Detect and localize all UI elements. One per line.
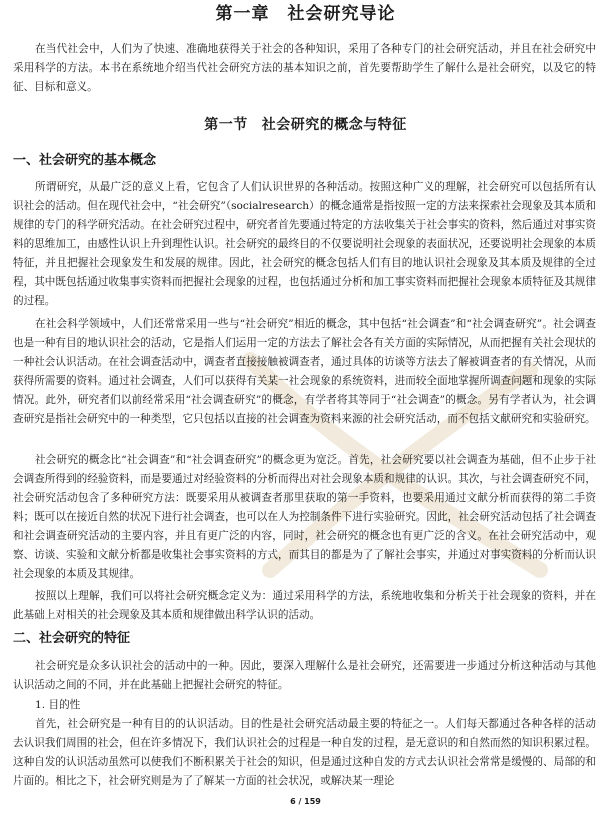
intro-paragraph: 在当代社会中，人们为了快速、准确地获得关于社会的各种知识，采用了各种专门的社会研究活动，并且在社会研究中采用科学的方法。本书在系统地介绍当代社会研究方法的基本知识之前，首先要帮助学生了解什么是社会研究，以及它的特征、目标和意义。	[13, 43, 596, 93]
heading-features: 二、社会研究的特征	[13, 631, 131, 646]
paragraph-2: 在社会科学领域中，人们还常常采用一些与“社会研究”相近的概念，其中包括“社会调查”和“社会调查研究”。社会调查也是一种有目的地认识社会的活动，它是指人们运用一定的方法去了解社会各有关方面的实际情况，从而把握有关社会现状的一种社会认识活动。在社会调查活动中，调查者直接接触被调查者，通过具体的访谈等方法去了解被调查者的有关情况，从而获得所需要的资料。通过社会调查，人们可以获得有关某一社会现象的系统资料，进而较全面地掌握所调查问题和现象的实际情况。此外，研究者们以前经常采用“社会调查研究”的概念，有学者将其等同于“社会调查”的概念。另有学者认为，社会调查研究是指社会研究中的一种类型，它只包括以直接的社会调查为资料来源的社会研究活动，而不包括文献研究和实验研究。	[13, 318, 596, 425]
paragraph-5: 社会研究是众多认识社会的活动中的一种。因此，要深入理解什么是社会研究，还需要进一步通过分析这种活动与其他认识活动之间的不同，并在此基础上把握社会研究的特征。	[13, 660, 596, 691]
section-title	[0, 115, 611, 135]
list-item-purpose: 1. 目的性	[35, 699, 81, 711]
chapter-name: 社会研究导论	[287, 4, 396, 24]
paragraph-1: 所谓研究，从最广泛的意义上看，它包含了人们认识世界的各种活动。按照这种广义的理解，社会研究可以包括所有认识社会的活动。但在现代社会中，“社会研究”（socialresearch）的概念通常是指按照一定的方法来探索社会现象及其本质和规律的专门的科学研究活动。在社会研究过程中，研究者首先要通过特定的方法收集关于社会事实的资料，然后通过对事实资料的思维加工，由感性认识上升到理性认识。社会研究的最终目的不仅要说明社会现象的表面状况，还要说明社会现象的本质特征，并且把握社会现象发生和发展的规律。因此，社会研究的概念包括人们有目的地认识社会现象及其本质及规律的全过程，其中既包括通过收集事实资料而把握社会现象的过程，也包括通过分析和加工事实资料而把握社会现象本质特征及其规律的过程。	[13, 181, 596, 307]
paragraph-3: 社会研究的概念比“社会调查”和“社会调查研究”的概念更为宽泛。首先，社会研究要以社会调查为基础，但不止步于社会调查所得到的经验资料，而是要通过对经验资料的分析而得出对社会现象本质和规律的认识。其次，与社会调查研究不同，社会研究活动包含了多种研究方法：既要采用从被调查者那里获取的第一手资料，也要采用通过文献分析而获得的第二手资料；既可以在接近自然的状况下进行社会调查，也可以在人为控制条件下进行实验研究。因此，社会研究活动包括了社会调查和社会调查研究活动的主要内容，并且有更广泛的内容，同时，社会研究的概念也有更广泛的含义。在社会研究活动中，观察、访谈、实验和文献分析都是收集社会事实资料的方式，而其目的都是为了了解社会事实，并通过对事实资料的分析而认识社会现象的本质及其规律。	[13, 454, 596, 580]
paragraph-4: 按照以上理解，我们可以将社会研究概念定义为：通过采用科学的方法，系统地收集和分析关于社会现象的资料，并在此基础上对相关的社会现象及其本质和规律做出科学认识的活动。	[13, 590, 596, 621]
page-number: 6 / 159	[290, 797, 321, 806]
section-number: 第一节	[204, 117, 248, 133]
chapter-title	[0, 2, 611, 26]
section-name: 社会研究的概念与特征	[261, 117, 407, 133]
paragraph-6: 首先，社会研究是一种有目的的认识活动。目的性是社会研究活动最主要的特征之一。人们每天都通过各种各样的活动去认识我们周围的社会，但在许多情况下，我们认识社会的过程是一种自发的过程，是无意识的和自然而然的知识积累过程。这种自发的认识活动虽然可以使我们不断积累关于社会的知识，但是通过这种自发的方式去认识社会常常是缓慢的、局部的和片面的。相比之下，社会研究则是为了了解某一方面的社会状况，或解决某一理论	[13, 718, 596, 787]
heading-basic-concept: 一、社会研究的基本概念	[13, 153, 157, 168]
chapter-number: 第一章	[215, 4, 270, 24]
